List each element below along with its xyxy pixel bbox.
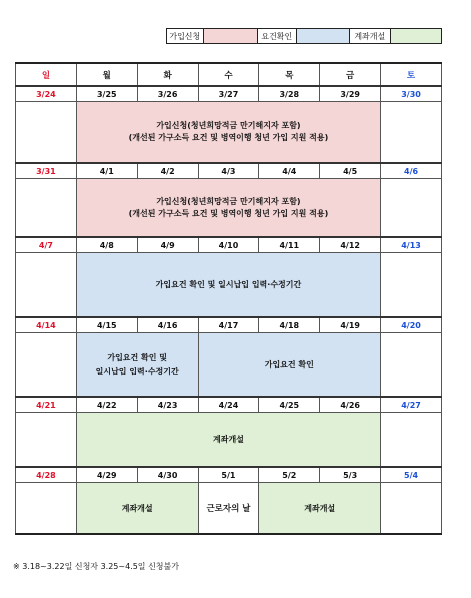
date-cell: 4/27 <box>381 397 442 413</box>
event-row <box>16 333 442 398</box>
weekday-tue: 화 <box>137 63 198 86</box>
date-cell: 5/3 <box>320 467 381 483</box>
requirements-input-block <box>76 333 198 398</box>
date-row <box>16 317 442 333</box>
empty-cell <box>381 413 442 468</box>
date-cell: 4/18 <box>259 317 320 333</box>
date-cell: 5/2 <box>259 467 320 483</box>
legend-label-signup: 가입신청 <box>167 29 204 43</box>
date-cell: 4/9 <box>137 237 198 253</box>
event-title-suffix: (청년희망적금 만기해지자 포함) <box>187 196 301 206</box>
legend-swatch-requirements <box>297 29 350 43</box>
date-cell: 4/22 <box>76 397 137 413</box>
date-cell: 4/30 <box>137 467 198 483</box>
date-cell: 4/29 <box>76 467 137 483</box>
signup-period-block <box>76 102 380 164</box>
account-opening-block: 계좌개설 <box>76 413 380 468</box>
date-cell: 4/17 <box>198 317 259 333</box>
weekday-wed: 수 <box>198 63 259 86</box>
signup-period-block <box>76 179 380 238</box>
event-title-suffix: (청년희망적금 만기해지자 포함) <box>187 121 301 130</box>
date-cell: 4/12 <box>320 237 381 253</box>
date-cell: 4/16 <box>137 317 198 333</box>
footnote: ※ 3.18~3.22일 신청자 3.25~4.5일 신청불가 <box>13 562 179 571</box>
date-row <box>16 237 442 253</box>
date-row <box>16 86 442 102</box>
empty-cell <box>16 483 77 535</box>
date-cell: 4/11 <box>259 237 320 253</box>
empty-cell <box>16 179 77 238</box>
date-cell: 4/28 <box>16 467 77 483</box>
empty-cell <box>16 253 77 318</box>
weekday-fri: 금 <box>320 63 381 86</box>
date-cell: 4/5 <box>320 163 381 179</box>
legend <box>166 28 442 44</box>
weekday-header-row <box>16 63 442 86</box>
empty-cell <box>381 253 442 318</box>
date-cell: 4/2 <box>137 163 198 179</box>
date-cell: 4/4 <box>259 163 320 179</box>
requirements-period-block: 가입요건 확인 및 일시납입 입력·수정기간 <box>76 253 380 318</box>
weekday-mon: 월 <box>76 63 137 86</box>
event-detail: (개선된 가구소득 요건 및 병역이행 청년 가입 지원 적용) <box>128 133 329 142</box>
legend-label-requirements: 요건확인 <box>258 29 297 43</box>
date-cell: 3/26 <box>137 86 198 102</box>
weekday-sat: 토 <box>381 63 442 86</box>
account-opening-block: 계좌개설 <box>76 483 198 535</box>
date-cell: 5/1 <box>198 467 259 483</box>
date-cell: 4/23 <box>137 397 198 413</box>
date-cell: 4/6 <box>381 163 442 179</box>
date-cell: 4/21 <box>16 397 77 413</box>
event-row <box>16 102 442 164</box>
date-cell: 4/8 <box>76 237 137 253</box>
event-row <box>16 413 442 468</box>
calendar-table <box>15 62 442 535</box>
event-title: 가입신청 <box>156 196 188 206</box>
event-line: 가입요건 확인 및 <box>107 352 168 362</box>
event-row <box>16 179 442 238</box>
date-cell: 4/10 <box>198 237 259 253</box>
date-row <box>16 163 442 179</box>
empty-cell <box>16 413 77 468</box>
event-detail: (개선된 가구소득 요건 및 병역이행 청년 가입 지원 적용) <box>128 208 329 218</box>
date-cell: 3/24 <box>16 86 77 102</box>
date-cell: 4/7 <box>16 237 77 253</box>
date-cell: 4/19 <box>320 317 381 333</box>
date-cell: 4/20 <box>381 317 442 333</box>
weekday-sun: 일 <box>16 63 77 86</box>
date-cell: 4/26 <box>320 397 381 413</box>
empty-cell <box>381 333 442 398</box>
date-cell: 4/3 <box>198 163 259 179</box>
date-cell: 3/28 <box>259 86 320 102</box>
date-row <box>16 397 442 413</box>
date-cell: 3/30 <box>381 86 442 102</box>
date-cell: 4/14 <box>16 317 77 333</box>
legend-swatch-account <box>391 29 441 43</box>
empty-cell <box>16 333 77 398</box>
event-row <box>16 253 442 318</box>
event-line: 일시납입 입력·수정기간 <box>95 366 179 376</box>
date-cell: 4/13 <box>381 237 442 253</box>
labor-day-block: 근로자의 날 <box>198 483 259 535</box>
event-title: 가입신청 <box>156 121 188 130</box>
date-cell: 4/25 <box>259 397 320 413</box>
event-row <box>16 483 442 535</box>
date-cell: 3/27 <box>198 86 259 102</box>
empty-cell <box>16 102 77 164</box>
weekday-thu: 목 <box>259 63 320 86</box>
date-cell: 4/24 <box>198 397 259 413</box>
date-cell: 4/15 <box>76 317 137 333</box>
empty-cell <box>381 179 442 238</box>
date-cell: 3/25 <box>76 86 137 102</box>
date-cell: 5/4 <box>381 467 442 483</box>
requirements-check-block: 가입요건 확인 <box>198 333 381 398</box>
date-cell: 3/29 <box>320 86 381 102</box>
legend-label-account: 계좌개설 <box>350 29 391 43</box>
legend-swatch-signup <box>204 29 258 43</box>
empty-cell <box>381 102 442 164</box>
date-cell: 4/1 <box>76 163 137 179</box>
date-row <box>16 467 442 483</box>
account-opening-block: 계좌개설 <box>259 483 381 535</box>
date-cell: 3/31 <box>16 163 77 179</box>
empty-cell <box>381 483 442 535</box>
